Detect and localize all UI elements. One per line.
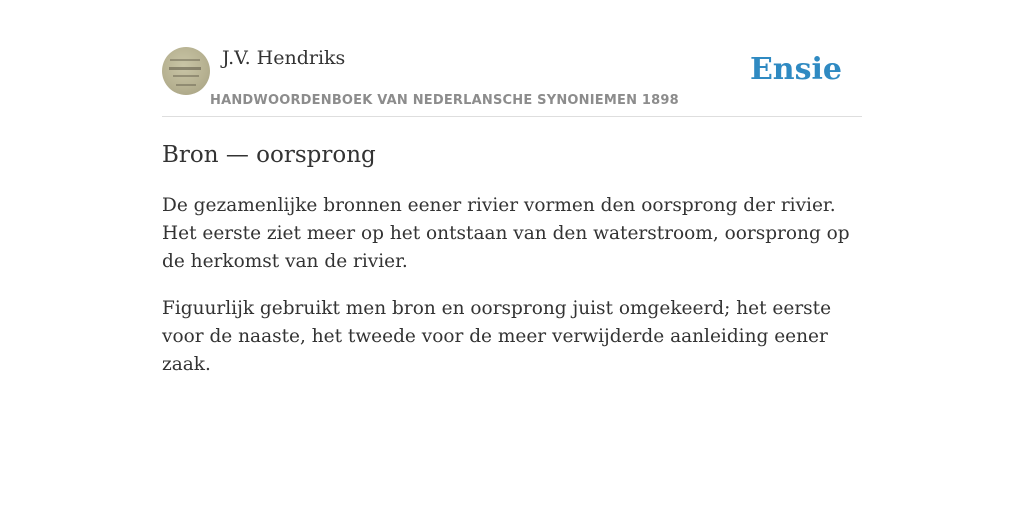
- entry-title: Bron — oorsprong: [162, 142, 376, 168]
- paragraph: Figuurlijk gebruikt men bron en oorsprong juist omgekeerd; het eerste voor de naaste, het tweede voor de meer verwijderde aanleiding eener zaak.: [162, 298, 832, 375]
- book-cover-icon[interactable]: [162, 47, 210, 95]
- cover-line: [170, 59, 200, 61]
- entry-body: [162, 192, 862, 398]
- header: [162, 46, 862, 117]
- source-title[interactable]: HANDWOORDENBOEK VAN NEDERLANSCHE SYNONIEMEN 1898: [210, 93, 679, 108]
- author-name[interactable]: J.V. Hendriks: [222, 47, 346, 69]
- cover-line: [169, 67, 201, 70]
- paragraph: De gezamenlijke bronnen eener rivier vormen den oorsprong der rivier. Het eerste ziet meer op het ontstaan van den waterstroom, oorsprong op de herkomst van de rivier.: [162, 195, 850, 272]
- cover-line: [176, 84, 196, 86]
- cover-line: [173, 75, 199, 77]
- brand-logo[interactable]: Ensie: [749, 52, 842, 87]
